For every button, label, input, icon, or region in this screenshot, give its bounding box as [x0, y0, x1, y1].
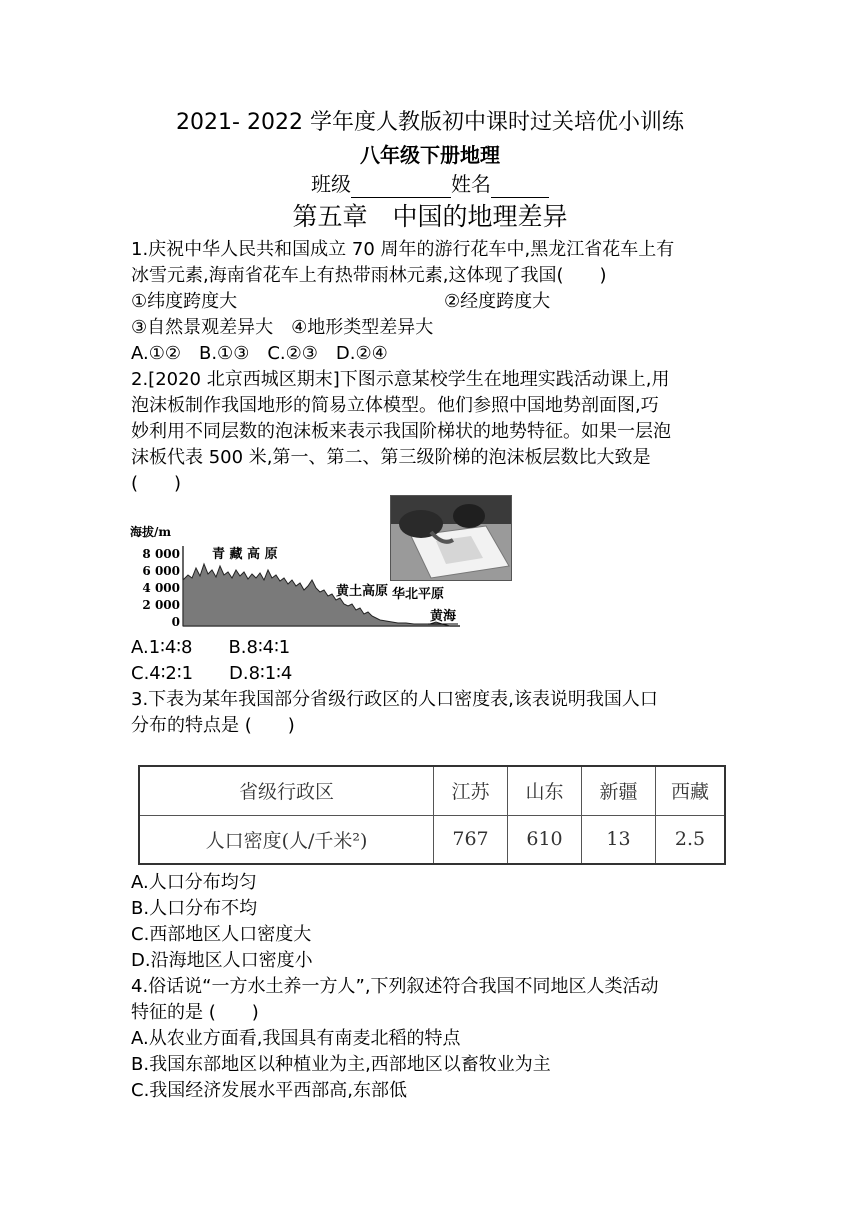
label-qinghai-tibet-plateau: 青 藏 高 原: [212, 547, 278, 562]
label-yellow-sea: 黄海: [430, 609, 457, 624]
q2-stem-line1: 2.[2020 北京西城区期末]下图示意某校学生在地理实践活动课上,用: [131, 369, 670, 390]
label-north-china-plain: 华北平原: [392, 587, 445, 602]
name-label: 姓名: [451, 172, 491, 196]
class-name-line: [0, 170, 860, 198]
q1-stem-line2: 冰雪元素,海南省花车上有热带雨林元素,这体现了我国( ): [131, 265, 607, 286]
q1-item1: ①纬度跨度大: [131, 291, 238, 312]
q2-stem-line3: 妙利用不同层数的泡沫板来表示我国阶梯状的地势特征。如果一层泡: [131, 421, 671, 442]
worksheet-title: 2021- 2022 学年度人教版初中课时过关培优小训练: [176, 110, 684, 135]
table-cell: 767: [434, 815, 508, 864]
table-cell: 610: [508, 815, 582, 864]
profile-ytick: 0: [171, 615, 180, 629]
q3-option-b[interactable]: B.人口分布不均: [131, 898, 258, 919]
q4-option-c[interactable]: C.我国经济发展水平西部高,东部低: [131, 1080, 408, 1101]
profile-ytick: 4 000: [142, 581, 180, 595]
q2-options-line2[interactable]: C.4∶2∶1 D.8∶1∶4: [131, 663, 293, 684]
class-blank[interactable]: [351, 175, 451, 198]
profile-ytick: 8 000: [142, 547, 180, 561]
table-header-cell: 江苏: [434, 766, 508, 815]
photo-illustration: [391, 496, 511, 580]
q3-option-c[interactable]: C.西部地区人口密度大: [131, 924, 312, 945]
name-blank[interactable]: [491, 175, 549, 198]
q4-option-a[interactable]: A.从农业方面看,我国具有南麦北稻的特点: [131, 1028, 461, 1049]
q2-options-line1[interactable]: A.1∶4∶8 B.8∶4∶1: [131, 637, 291, 658]
table-header-cell: 西藏: [656, 766, 726, 815]
q3-stem-line2: 分布的特点是 ( ): [131, 715, 295, 736]
profile-ylabel: 海拔/m: [130, 525, 172, 539]
q1-options[interactable]: A.①② B.①③ C.②③ D.②④: [131, 343, 388, 364]
q1-item3-4: ③自然景观差异大 ④地形类型差异大: [131, 317, 434, 338]
table-header-row: [139, 766, 725, 815]
chapter-heading: 第五章 中国的地理差异: [292, 202, 568, 231]
foam-model-photo: [390, 495, 512, 581]
q2-stem-line4: 沫板代表 500 米,第一、第二、第三级阶梯的泡沫板层数比大致是: [131, 447, 651, 468]
worksheet-subtitle: 八年级下册地理: [360, 143, 500, 167]
label-loess-plateau: 黄土高原: [336, 584, 389, 599]
table-cell: 2.5: [656, 815, 726, 864]
q4-stem-line2: 特征的是 ( ): [131, 1002, 259, 1023]
q1-stem-line1: 1.庆祝中华人民共和国成立 70 周年的游行花车中,黑龙江省花车上有: [131, 239, 675, 260]
q4-option-b[interactable]: B.我国东部地区以种植业为主,西部地区以畜牧业为主: [131, 1054, 551, 1075]
q3-option-d[interactable]: D.沿海地区人口密度小: [131, 950, 313, 971]
q1-item2: ②经度跨度大: [444, 291, 551, 312]
profile-ytick: 6 000: [142, 564, 180, 578]
table-row-label: 人口密度(人/千米²): [139, 815, 434, 864]
table-header-cell: 省级行政区: [139, 766, 434, 815]
population-density-table: [138, 765, 726, 865]
q4-stem-line1: 4.俗话说“一方水土养一方人”,下列叙述符合我国不同地区人类活动: [131, 976, 659, 997]
table-row: [139, 815, 725, 864]
class-label: 班级: [311, 172, 351, 196]
q2-stem-line5: ( ): [131, 473, 182, 494]
q2-stem-line2: 泡沫板制作我国地形的简易立体模型。他们参照中国地势剖面图,巧: [131, 395, 659, 416]
q3-option-a[interactable]: A.人口分布均匀: [131, 872, 257, 893]
table-header-cell: 山东: [508, 766, 582, 815]
table-cell: 13: [582, 815, 656, 864]
q3-stem-line1: 3.下表为某年我国部分省级行政区的人口密度表,该表说明我国人口: [131, 689, 658, 710]
profile-ytick: 2 000: [142, 598, 180, 612]
table-header-cell: 新疆: [582, 766, 656, 815]
